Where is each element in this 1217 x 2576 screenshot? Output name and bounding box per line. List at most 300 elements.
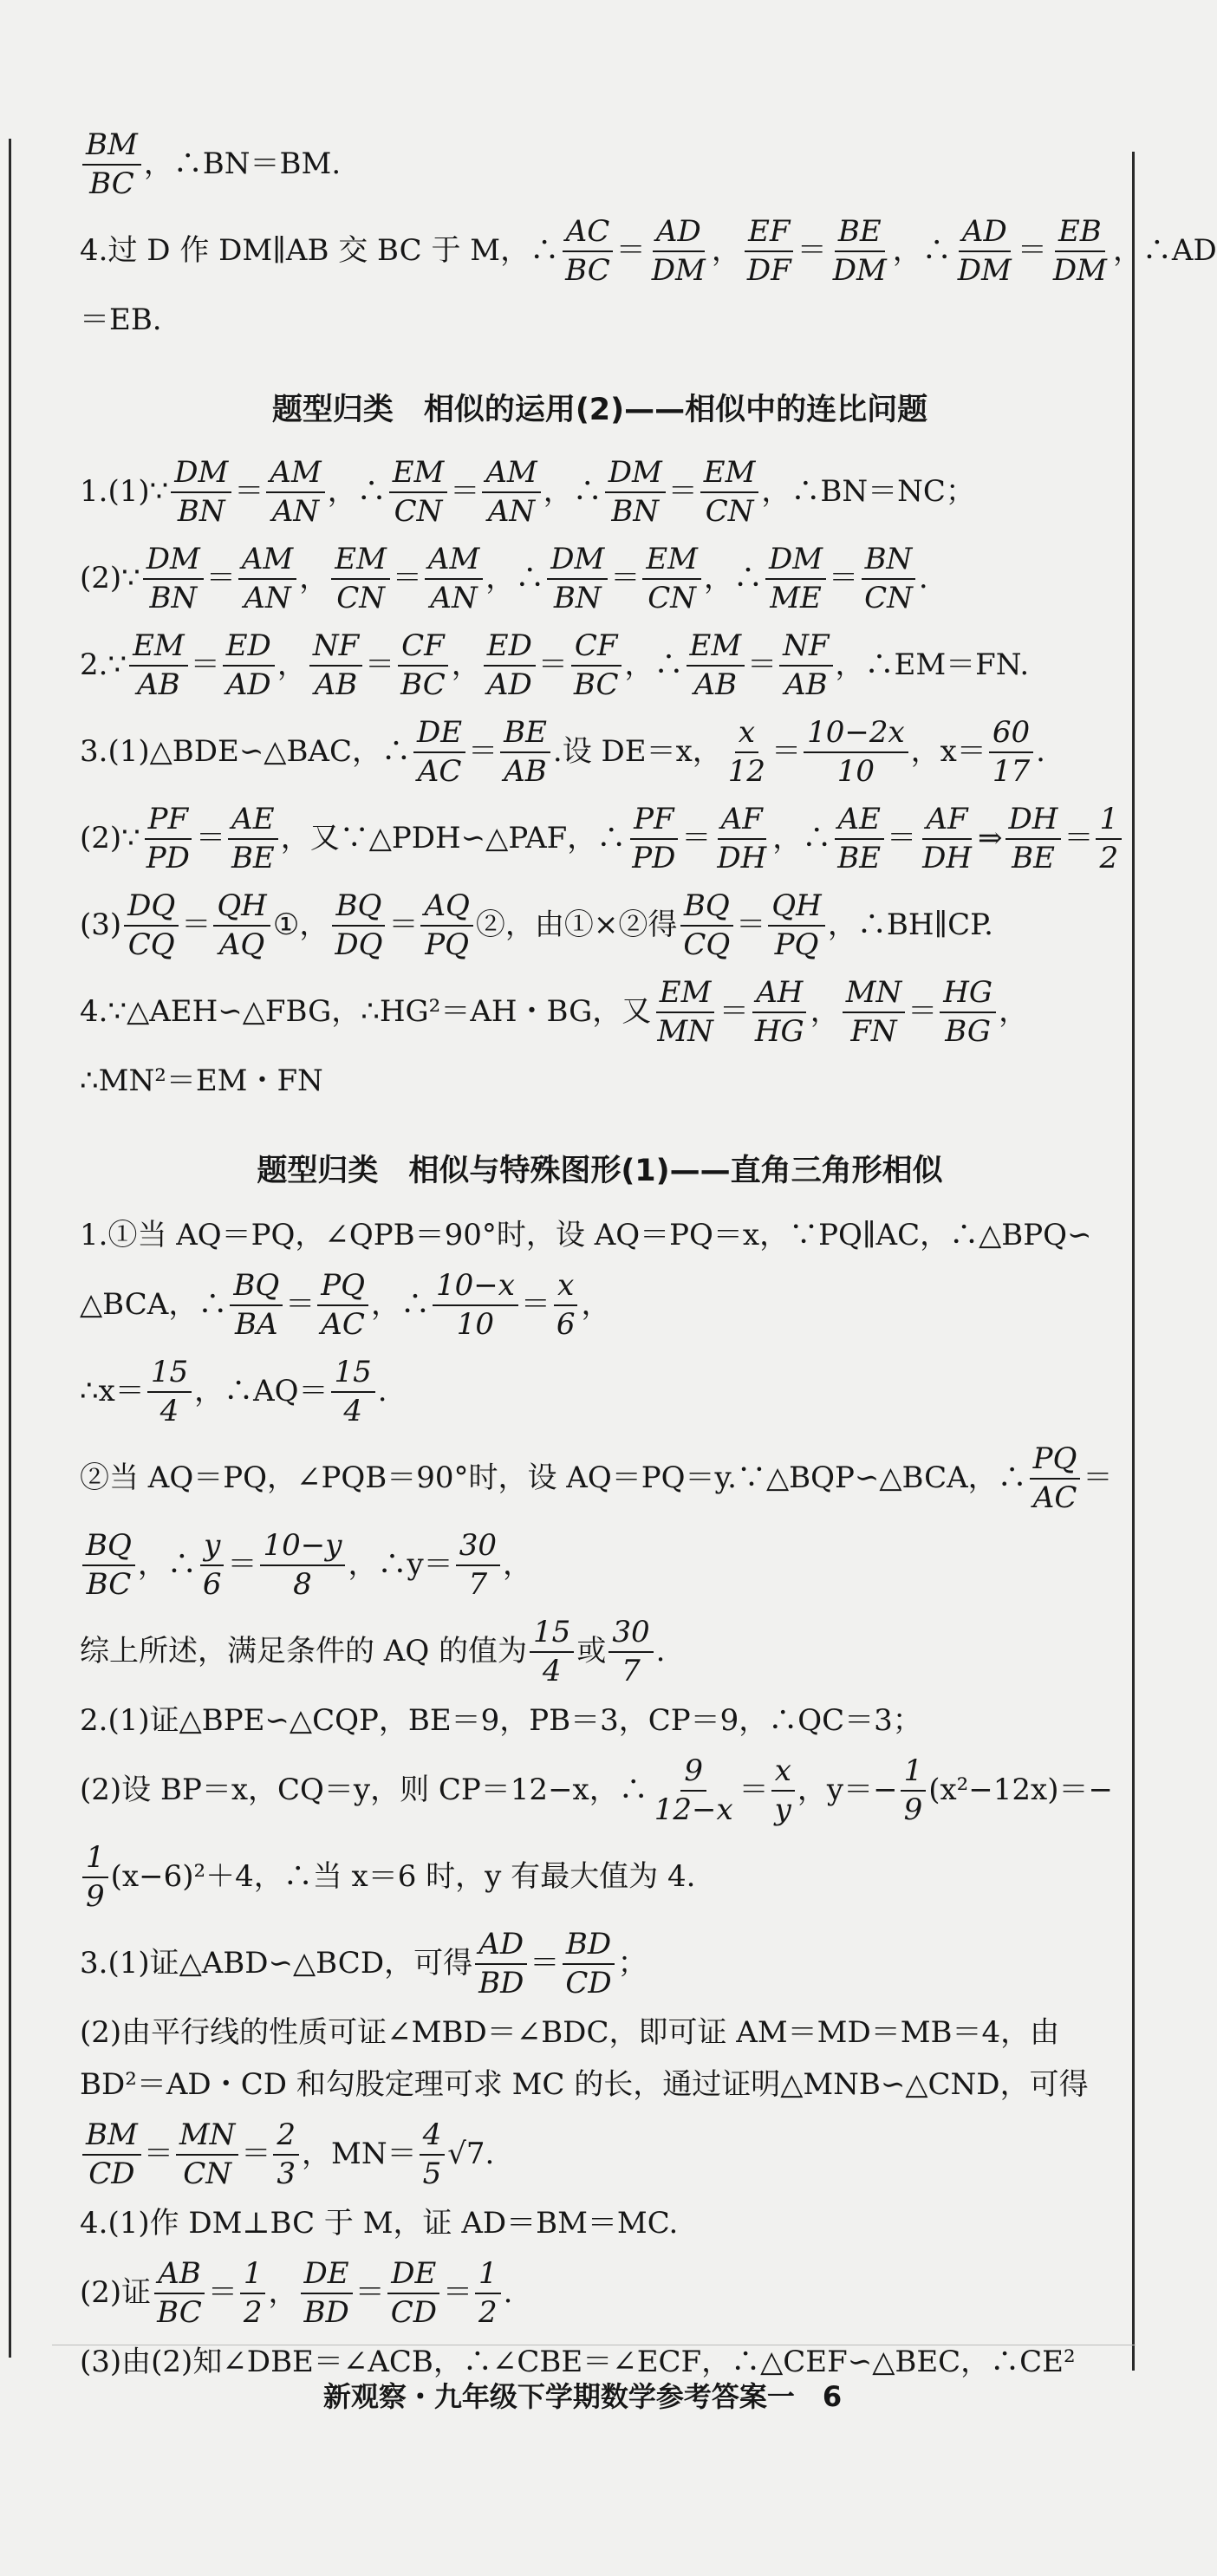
text-segment: ＝ [520, 1287, 550, 1323]
fraction-denominator: BN [611, 494, 660, 529]
fraction [500, 714, 550, 789]
fraction [82, 1839, 108, 1914]
text-segment: ②当 AQ＝PQ，∠PQB＝90°时，设 AQ＝PQ＝y.∵△BQP∽△BCA，∴ [80, 1460, 1027, 1496]
text-segment: ＝ [355, 2275, 385, 2311]
fraction [804, 714, 908, 789]
text-segment: ＝ [887, 821, 917, 856]
fraction [843, 974, 906, 1049]
fraction-denominator: AB [504, 754, 547, 789]
fraction-numerator: DM [143, 543, 204, 580]
text-segment: ，∴BH∥CP. [827, 907, 993, 943]
text-segment: ＝ [392, 561, 422, 596]
fraction [213, 890, 270, 962]
fraction-denominator: CN [648, 581, 697, 615]
fraction [389, 454, 448, 529]
fraction-numerator: 4 [420, 2119, 446, 2156]
fraction [266, 454, 324, 529]
text-segment: . [918, 561, 928, 596]
fraction-numerator: 15 [331, 1356, 375, 1393]
fraction-numerator: DE [387, 2258, 439, 2294]
text-segment: 题型归类 相似的运用(2)——相似中的连比问题 [271, 392, 928, 427]
fraction [830, 213, 890, 288]
fraction [143, 543, 204, 615]
fraction [1050, 213, 1110, 288]
fraction-numerator: 15 [530, 1617, 574, 1653]
fraction-denominator: 7 [622, 1654, 641, 1688]
fraction-denominator: 2 [478, 2295, 498, 2330]
text-segment: ＝ [450, 474, 480, 510]
fraction-numerator: CF [398, 630, 448, 667]
fraction-numerator: AF [718, 803, 766, 840]
fraction-denominator: CN [394, 494, 443, 529]
fraction [648, 213, 709, 288]
fraction [176, 2119, 239, 2191]
text-segment: ②，由①×②得 [475, 907, 678, 943]
text-segment: ， [502, 1547, 532, 1583]
fraction-denominator: CD [390, 2295, 437, 2330]
fraction-numerator: 1 [1096, 803, 1122, 840]
fraction-numerator: NF [309, 630, 362, 667]
fraction-denominator: 6 [202, 1567, 222, 1602]
fraction-denominator: MN [657, 1014, 713, 1049]
fraction [273, 2119, 299, 2191]
solution-line [80, 882, 1120, 969]
fraction [129, 630, 188, 702]
text-segment: ①， [272, 907, 329, 943]
solution-line [80, 2198, 1120, 2250]
solution-line [80, 536, 1120, 622]
fraction-denominator: y [774, 1792, 791, 1827]
text-segment: (2)由平行线的性质可证∠MBD＝∠BDC，即可证 AM＝MD＝MB＝4，由 [80, 2015, 1060, 2051]
fraction [171, 454, 231, 529]
fraction-numerator: 1 [82, 1842, 108, 1878]
fraction-denominator: BA [235, 1307, 278, 1342]
fraction-denominator: 12−x [654, 1792, 733, 1827]
text-segment: 4.过 D 作 DM∥AB 交 BC 于 M，∴ [80, 233, 560, 269]
fraction [605, 454, 666, 529]
fraction-numerator: PF [145, 803, 192, 840]
fraction-numerator: PQ [317, 1270, 368, 1306]
fraction [570, 630, 622, 702]
fraction [230, 1267, 283, 1342]
text-segment: ， [451, 647, 481, 683]
fraction-denominator: 2 [243, 2295, 263, 2330]
text-segment: ＝EB. [80, 302, 162, 338]
fraction [82, 1527, 135, 1602]
fraction [744, 213, 795, 288]
text-segment: ，∴ [543, 474, 602, 510]
text-segment: ， [277, 647, 307, 683]
text-segment: ＝ [205, 561, 236, 596]
fraction [608, 1614, 653, 1688]
fraction-numerator: AF [922, 803, 971, 840]
fraction-numerator: BN [862, 543, 916, 580]
section-heading [80, 371, 1120, 449]
text-segment: . [1036, 734, 1045, 770]
fraction [387, 2255, 440, 2330]
fraction-numerator: EB [1055, 216, 1105, 252]
text-segment: ，∴BN＝NC； [761, 474, 975, 510]
fraction-denominator: BG [945, 1014, 992, 1049]
fraction-numerator: DM [765, 543, 826, 580]
fraction-denominator: BE [837, 841, 882, 875]
solution-line [80, 622, 1120, 709]
fraction-numerator: EM [129, 630, 188, 667]
text-segment: ＝ [1064, 821, 1094, 856]
fraction [420, 2119, 446, 2191]
fraction [153, 2255, 205, 2330]
fraction-numerator: 60 [989, 717, 1033, 753]
solution-line [80, 208, 1217, 295]
fraction-numerator: AC [563, 216, 614, 252]
fraction [651, 1755, 737, 1827]
text-segment: ＝ [615, 233, 646, 269]
fraction-numerator: AD [475, 1929, 527, 1965]
text-segment: ＝ [442, 2275, 472, 2311]
text-segment: ，∴ [370, 1287, 430, 1323]
text-segment: ＝ [829, 561, 859, 596]
fraction-denominator: BD [478, 1966, 524, 2000]
text-segment: (2)∵ [80, 561, 140, 596]
fraction [752, 974, 808, 1049]
fraction [700, 454, 759, 529]
solution-line [80, 449, 1120, 536]
text-segment: ，∴ [892, 233, 952, 269]
fraction-denominator: BN [553, 581, 602, 615]
fraction-numerator: ED [223, 630, 275, 667]
fraction-numerator: DM [605, 457, 666, 493]
fraction [124, 890, 179, 962]
fraction-numerator: AM [238, 543, 296, 580]
fraction-denominator: CN [705, 494, 754, 529]
fraction-denominator: CD [565, 1966, 612, 2000]
fraction-numerator: 30 [608, 1617, 653, 1653]
fraction-numerator: AE [228, 803, 277, 840]
text-segment: ⇒ [978, 821, 1003, 856]
fraction-numerator: AQ [420, 890, 472, 927]
text-segment: √7. [447, 2137, 495, 2172]
fraction [482, 454, 540, 529]
text-segment: ，∴y＝ [348, 1547, 453, 1583]
fraction [562, 1926, 615, 2000]
text-segment: ； [617, 1946, 648, 1981]
text-segment: 4.(1)作 DM⊥BC 于 M，证 AD＝BM＝MC. [80, 2206, 679, 2241]
solution-line [80, 1609, 1120, 1695]
text-segment: ＝ [227, 1547, 257, 1583]
fraction-numerator: CF [571, 630, 622, 667]
fraction-denominator: FN [850, 1014, 897, 1049]
fraction-numerator: 9 [680, 1755, 706, 1792]
fraction-numerator: BM [82, 2119, 141, 2156]
text-segment: 1.①当 AQ＝PQ，∠QPB＝90°时，设 AQ＝PQ＝x，∵PQ∥AC，∴△BPQ∽ [80, 1218, 1092, 1253]
fraction [768, 890, 825, 962]
text-segment: ＝ [285, 1287, 316, 1323]
fraction [456, 1527, 500, 1602]
text-segment: ∴x＝ [80, 1374, 145, 1409]
solution-line [80, 2059, 1120, 2111]
fraction-numerator: QH [768, 890, 825, 927]
solution-line [80, 2111, 1120, 2198]
fraction-denominator: 10 [836, 754, 875, 789]
fraction [861, 543, 916, 615]
fraction-denominator: CQ [683, 927, 731, 962]
fraction-numerator: BQ [332, 890, 385, 927]
fraction-denominator: 6 [556, 1307, 576, 1342]
solution-line [80, 796, 1120, 882]
fraction [1030, 1443, 1081, 1515]
fraction-denominator: DF [746, 253, 791, 288]
fraction-numerator: EM [687, 630, 745, 667]
fraction [771, 1755, 795, 1827]
fraction-denominator: DM [1052, 253, 1107, 288]
fraction-numerator: EM [331, 543, 390, 580]
fraction-denominator: BN [149, 581, 198, 615]
fraction-denominator: 4 [159, 1394, 179, 1428]
text-segment: 题型归类 相似与特殊图形(1)——直角三角形相似 [257, 1153, 943, 1188]
fraction-denominator: CN [183, 2156, 231, 2191]
fraction [331, 1356, 375, 1428]
fraction-numerator: BQ [82, 1530, 135, 1566]
text-segment: ，y＝− [797, 1773, 898, 1808]
fraction-numerator: BE [835, 216, 885, 252]
fraction-numerator: BQ [230, 1270, 283, 1306]
fraction-numerator: HG [940, 977, 996, 1013]
fraction [834, 803, 884, 875]
text-segment: ＝ [537, 647, 568, 683]
text-segment: ＝ [365, 647, 395, 683]
fraction-denominator: BC [86, 1567, 132, 1602]
fraction-numerator: 2 [273, 2119, 299, 2156]
fraction [199, 1527, 225, 1602]
fraction-numerator: DE [301, 2258, 353, 2294]
fraction-denominator: 17 [992, 754, 1031, 789]
fraction-denominator: AD [486, 667, 532, 702]
fraction [628, 803, 679, 875]
text-segment: 4.∵△AEH∽△FBG，∴HG²＝AH・BG，又 [80, 994, 652, 1030]
fraction-denominator: BC [89, 166, 134, 201]
text-segment: ＝ [530, 1946, 560, 1981]
text-segment: 或 [576, 1634, 607, 1669]
fraction-denominator: 8 [293, 1567, 312, 1602]
fraction [919, 803, 975, 875]
fraction-denominator: AN [430, 581, 478, 615]
fraction-denominator: 2 [1099, 841, 1119, 875]
fraction [223, 630, 275, 702]
fraction-numerator: y [200, 1530, 224, 1566]
text-segment: 3.(1)证△ABD∽△BCD，可得 [80, 1946, 473, 1981]
fraction-denominator: BC [565, 253, 610, 288]
text-segment: ，∴AQ＝ [194, 1374, 329, 1409]
text-segment: ，∴ [485, 561, 545, 596]
fraction-numerator: 30 [456, 1530, 500, 1566]
text-segment: ，∴ [772, 821, 832, 856]
fraction-numerator: 10−2x [804, 717, 908, 753]
fraction [1096, 803, 1122, 875]
fraction-denominator: DQ [335, 927, 383, 962]
fraction [779, 630, 832, 702]
fraction-denominator: DH [922, 841, 973, 875]
fraction-numerator: AM [425, 543, 483, 580]
fraction-numerator: 15 [147, 1356, 192, 1393]
fraction-numerator: PF [630, 803, 677, 840]
right-margin-rule [1132, 152, 1135, 2371]
fraction-numerator: x [735, 717, 758, 753]
text-segment: ，∴ [137, 1547, 197, 1583]
fraction [989, 714, 1033, 789]
text-segment: (2)证 [80, 2275, 152, 2311]
text-segment: ，∴BN＝BM. [143, 146, 342, 182]
fraction-numerator: AM [482, 457, 540, 493]
solution-line [80, 2007, 1120, 2059]
text-segment: (3) [80, 907, 122, 943]
fraction [687, 630, 745, 702]
text-segment: ＝ [610, 561, 641, 596]
text-segment: 2.∵ [80, 647, 127, 683]
fraction [331, 543, 390, 615]
text-segment: ， [810, 994, 840, 1030]
fraction [765, 543, 826, 615]
solution-line [80, 1921, 1120, 2007]
text-segment: (x²−12x)＝− [928, 1773, 1113, 1808]
text-segment: ，x＝ [910, 734, 986, 770]
text-segment: ， [299, 561, 329, 596]
text-segment: ，∴ [327, 474, 387, 510]
solution-line [80, 1695, 1120, 1747]
fraction-denominator: 9 [903, 1792, 923, 1827]
fraction [1005, 803, 1062, 875]
fraction [413, 714, 465, 789]
fraction [260, 1527, 346, 1602]
solution-line [80, 1834, 1120, 1921]
fraction-denominator: DH [717, 841, 767, 875]
fraction-numerator: AD [653, 216, 705, 252]
fraction-numerator: 1 [475, 2258, 501, 2294]
fraction-denominator: PQ [425, 927, 470, 962]
text-segment: ＝ [181, 907, 212, 943]
fraction-denominator: BC [573, 667, 619, 702]
fraction-numerator: 10−y [260, 1530, 346, 1566]
fraction [82, 129, 141, 201]
text-segment: ， [268, 2275, 298, 2311]
fraction-denominator: BC [400, 667, 446, 702]
answer-content [80, 121, 1217, 2389]
text-segment: ＝ [667, 474, 698, 510]
fraction-denominator: PD [146, 841, 190, 875]
fraction-denominator: 4 [343, 1394, 362, 1428]
fraction-denominator: AC [321, 1307, 365, 1342]
text-segment: (2)∵ [80, 821, 140, 856]
fraction-numerator: AD [959, 216, 1011, 252]
text-segment: BD²＝AD・CD 和勾股定理可求 MC 的长，通过证明△MNB∽△CND，可得 [80, 2067, 1089, 2103]
solution-line [80, 1747, 1120, 1834]
fraction [331, 890, 386, 962]
fraction-denominator: DM [957, 253, 1012, 288]
fraction-denominator: 7 [468, 1567, 488, 1602]
fraction [475, 1926, 527, 2000]
fraction-denominator: AB [137, 667, 180, 702]
fraction-denominator: AC [1032, 1480, 1077, 1515]
text-segment: ＝ [468, 734, 498, 770]
text-segment: ，又∵△PDH∽△PAF，∴ [280, 821, 627, 856]
fraction-denominator: AN [244, 581, 291, 615]
fraction-denominator: AB [314, 667, 358, 702]
fraction-numerator: 10−x [433, 1270, 518, 1306]
text-segment: ＝ [739, 1773, 769, 1808]
fraction [397, 630, 449, 702]
fraction [240, 2255, 266, 2330]
fraction-denominator: AN [271, 494, 320, 529]
fraction-denominator: BD [303, 2295, 349, 2330]
text-segment: (3)由(2)知∠DBE＝∠ACB，∴∠CBE＝∠ECF，∴△CEF∽△BEC，∴CE² [80, 2345, 1076, 2380]
fraction-numerator: MN [843, 977, 906, 1013]
text-segment: ∴MN²＝EM・FN [80, 1064, 323, 1099]
text-segment: ＝ [736, 907, 766, 943]
text-segment: ＝ [234, 474, 264, 510]
text-segment: . [377, 1374, 387, 1409]
solution-line [80, 1435, 1120, 1522]
fraction-numerator: x [771, 1755, 795, 1792]
text-segment: ，∴EM＝FN. [835, 647, 1030, 683]
solution-line [80, 709, 1120, 796]
fraction-numerator: QH [213, 890, 270, 927]
page-footer: 新观察・九年级下学期数学参考答案一 6 [322, 2380, 843, 2413]
fraction-numerator: BE [500, 717, 550, 753]
text-segment: ， [999, 994, 1029, 1030]
solution-line [80, 295, 1120, 347]
fraction-numerator: ED [484, 630, 536, 667]
fraction-denominator: CN [864, 581, 913, 615]
fraction-numerator: 1 [240, 2258, 266, 2294]
fraction [238, 543, 296, 615]
fraction-numerator: DQ [124, 890, 179, 927]
fraction [147, 1356, 192, 1428]
fraction-denominator: CQ [127, 927, 175, 962]
fraction-denominator: BN [177, 494, 225, 529]
fraction-numerator: DM [171, 457, 231, 493]
text-segment: ＝ [908, 994, 938, 1030]
fraction-numerator: NF [779, 630, 832, 667]
fraction-numerator: EM [389, 457, 448, 493]
fraction-denominator: BE [1012, 841, 1055, 875]
text-segment: ＝ [190, 647, 220, 683]
fraction-numerator: BM [82, 129, 141, 166]
solution-line [80, 1522, 1120, 1609]
fraction [547, 543, 608, 615]
text-segment: △BCA，∴ [80, 1287, 228, 1323]
fraction-denominator: AQ [218, 927, 265, 962]
fraction [725, 714, 769, 789]
left-margin-rule [9, 139, 11, 2358]
text-segment: ＝ [1083, 1460, 1113, 1496]
solution-line [80, 1056, 1120, 1108]
fraction [425, 543, 483, 615]
fraction-numerator: 1 [901, 1755, 927, 1792]
text-segment: ，∴ [624, 647, 684, 683]
text-segment: 1.(1)∵ [80, 474, 169, 510]
fraction-denominator: 5 [422, 2156, 442, 2191]
fraction [475, 2255, 501, 2330]
fraction-numerator: BQ [680, 890, 733, 927]
fraction-denominator: AB [784, 667, 828, 702]
solution-line [80, 969, 1120, 1056]
fraction [654, 974, 717, 1049]
fraction [143, 803, 193, 875]
text-segment: . [655, 1634, 666, 1669]
text-segment: ＝ [719, 994, 749, 1030]
text-segment: ＝ [143, 2137, 173, 2172]
text-segment: ＝ [207, 2275, 238, 2311]
fraction [901, 1755, 927, 1827]
